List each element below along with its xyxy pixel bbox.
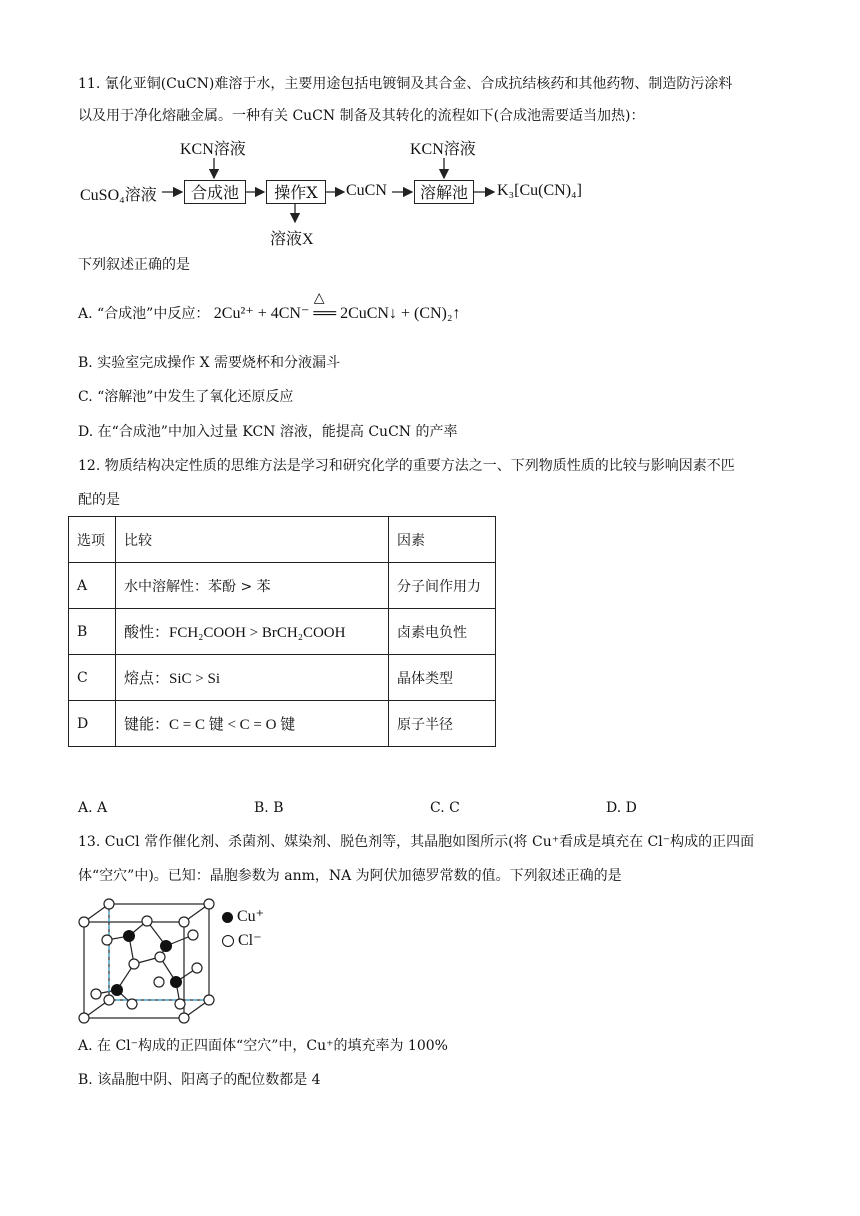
flow-reagent-kcn-2: KCN溶液	[410, 141, 476, 158]
row-c-factor: 晶体类型	[389, 655, 496, 701]
row-a-option: A	[69, 563, 116, 609]
open-circle-icon	[222, 935, 234, 947]
row-d-comparison: 键能：C = C 键 < C = O 键	[116, 701, 389, 747]
row-d-option: D	[69, 701, 116, 747]
row-b-comparison: 酸性：FCH₂COOH > BrCH₂COOH	[116, 609, 389, 655]
table-row	[69, 655, 496, 701]
row-d-factor: 原子半径	[389, 701, 496, 747]
table-row	[69, 609, 496, 655]
q12-stem-line2: 配的是	[78, 492, 120, 508]
table-row	[69, 701, 496, 747]
q11-stem-line2: 以及用于净化熔融金属。一种有关 CuCN 制备及其转化的流程如下(合成池需要适当加热)：	[78, 108, 645, 124]
header-option: 选项	[69, 517, 116, 563]
crystal-cell-figure	[72, 894, 222, 1026]
q13-stem-line1: 13. CuCl 常作催化剂、杀菌剂、媒染剂、脱色剂等，其晶胞如图所示(将 Cu⁺看成是填充在 Cl⁻构成的正四面	[78, 834, 755, 850]
q12-option-a: A. A	[78, 800, 108, 816]
q11-option-b: B. 实验室完成操作 X 需要烧杯和分液漏斗	[78, 355, 341, 371]
flow-product: K₃[Cu(CN)₄]	[497, 182, 582, 199]
flow-box-operation-x: 操作X	[266, 180, 326, 204]
row-a-factor: 分子间作用力	[389, 563, 496, 609]
q12-option-b: B. B	[254, 800, 284, 816]
row-b-factor: 卤素电负性	[389, 609, 496, 655]
q11-stem-line1: 11. 氰化亚铜(CuCN)难溶于水，主要用途包括电镀铜及其合金、合成抗结核药和其他药物、制造防污涂料	[78, 76, 733, 92]
q11-prompt: 下列叙述正确的是	[78, 257, 190, 273]
q11-option-d: D. 在“合成池”中加入过量 KCN 溶液，能提高 CuCN 的产率	[78, 424, 458, 440]
q13-stem-line2: 体“空穴”中)。已知：晶胞参数为 anm，NA 为阿伏加德罗常数的值。下列叙述正确的是	[78, 868, 622, 884]
q11-option-a-equation: △ 2Cu²⁺ + 4CN⁻ ══ 2CuCN↓ + (CN)₂↑	[213, 291, 461, 322]
q11-option-a	[78, 291, 461, 324]
flow-byproduct: 溶液X	[270, 231, 314, 248]
row-b-option: B	[69, 609, 116, 655]
row-c-comparison: 熔点：SiC > Si	[116, 655, 389, 701]
legend-cu: Cu⁺	[222, 906, 264, 926]
table-row	[69, 563, 496, 609]
row-a-comparison: 水中溶解性：苯酚 > 苯	[116, 563, 389, 609]
flow-mid-cucn: CuCN	[346, 182, 387, 199]
q13-option-a: A. 在 Cl⁻构成的正四面体“空穴”中，Cu⁺的填充率为 100%	[78, 1038, 448, 1054]
flow-start-cuso4: CuSO₄溶液	[80, 187, 157, 204]
q12-option-c: C. C	[430, 800, 460, 816]
header-factor: 因素	[389, 517, 496, 563]
q12-stem-line1: 12. 物质结构决定性质的思维方法是学习和研究化学的重要方法之一、下列物质性质的比较与影响因素不匹	[78, 458, 735, 474]
q11-option-c: C. “溶解池”中发生了氧化还原反应	[78, 389, 294, 405]
flow-box-synthesis: 合成池	[184, 180, 246, 204]
flow-box-dissolve: 溶解池	[414, 180, 474, 204]
comparison-table	[68, 516, 496, 747]
row-c-option: C	[69, 655, 116, 701]
legend-cl: Cl⁻	[222, 930, 262, 950]
heat-condition-symbol: △	[313, 291, 325, 306]
flow-arrows	[0, 0, 860, 260]
flow-reagent-kcn-1: KCN溶液	[180, 141, 246, 158]
header-comparison: 比较	[116, 517, 389, 563]
table-header-row	[69, 517, 496, 563]
q13-option-b: B. 该晶胞中阴、阳离子的配位数都是 4	[78, 1072, 321, 1088]
q11-option-a-label: A. “合成池”中反应：	[78, 306, 210, 322]
q12-option-d: D. D	[606, 800, 637, 816]
filled-circle-icon	[222, 912, 233, 923]
